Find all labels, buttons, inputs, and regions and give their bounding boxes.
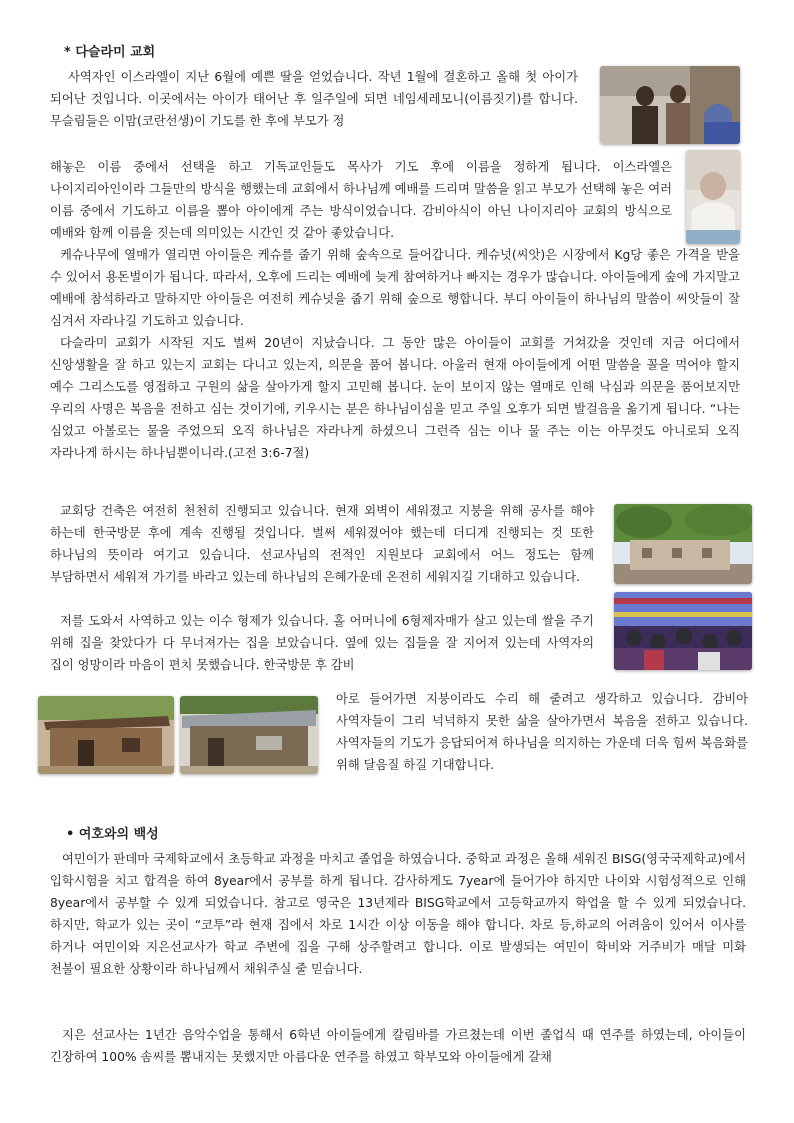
paragraph-kalimba: 지은 선교사는 1년간 음악수업을 통해서 6학년 아이들에게 칼림바를 가르쳤는데 이번 졸업식 때 연주를 하였는데, 아이들이 긴장하여 100% 솜씨를 뽐내지는 못했지만 아름다운 연주를 하였고 학부모와 아이들에게 갈채: [50, 1028, 746, 1064]
section-heading-daslami-church: * 다슬라미 교회: [64, 45, 156, 60]
photo-church-building: [614, 504, 752, 584]
paragraph-name-ceremony: 해놓은 이름 중에서 선택을 하고 기독교인들도 목사가 기도 후에 이름을 정하게 됩니다. 이스라엘은 나이지리아인이라 그들만의 방식을 행했는데 교회에서 하나님께 예배를 드리며 말씀을 읽고 부모가 선택해 놓은 여러 이름 중에서 기도하고 이름을 뽑아 아이에게 주는 방식이었습니다. 감비아식이 아닌 나이지리아 교회의 방식으로 예배와 함께 이름을 짓는데 의미있는 시간인 것 같아 좋았습니다.: [50, 160, 672, 240]
photo-mud-house: [38, 696, 174, 774]
paragraph-cashew: 케슈나무에 열매가 열리면 아이들은 케슈를 줍기 위해 숲속으로 들어갑니다. 케슈넛(씨앗)은 시장에서 Kg당 좋은 가격을 받을 수 있어서 용돈벌이가 됩니다. 따라서, 오후에 드리는 예배에 늦게 참여하거나 빠지는 경우가 많습니다. 아이들에게 숲에 가지말고 예배에 참석하라고 말하지만 아이들은 여전히 케슈넛을 줍기 위해 숲으로 행합니다. 부디 아이들이 하나님의 말씀이 씨앗들이 잘 심겨서 자라나길 기도하고 있습니다.: [50, 248, 740, 328]
photo-newborn-baby: [686, 150, 740, 244]
photo-congregation: [614, 592, 752, 670]
section-heading-people-of-god: • 여호와의 백성: [66, 827, 159, 842]
paragraph-isu-brother: 저를 도와서 사역하고 있는 이수 형제가 있습니다. 홀 어머니에 6형제자매가 살고 있는데 쌀을 주기 위해 집을 찾았다가 다 무너져가는 집을 보았습니다. 옆에 있는 집들을 잘 지어져 있는데 사역자의 집이 엉망이라 마음이 편치 못했습니다. 한국방문 후 감비: [50, 614, 594, 672]
paragraph-yeomin-school: 여민이가 판데마 국제학교에서 초등학교 과정을 마치고 졸업을 하였습니다. 중학교 과정은 올해 세워진 BISG(영국국제학교)에서 입학시험을 치고 합격을 하여 8year에서 공부를 하게 됩니다. 감사하게도 7year에 들어가야 하지만 나이와 시험성적으로 인해 8year에서 공부할 수 있게 되었습니다. 참고로 영국은 13년제라 BISG학교에서 고등학교까지 학업을 할 수 있게 되었습니다. 하지만, 학교가 있는 곳이 “코투”라 현재 집에서 차로 1시간 이상 이동을 해야 합니다. 차로 등,하교의 어려움이 있어서 이사를 하거나 여민이와 지은선교사가 학교 주변에 집을 구해 상주할려고 합니다. 이로 발생되는 여민이 학비와 거주비가 매달 미화 천불이 필요한 상황이라 하나님께서 채워주실 줄 믿습니다.: [50, 852, 746, 976]
paragraph-twenty-years: 다슬라미 교회가 시작된 지도 벌써 20년이 지났습니다. 그 동안 많은 아이들이 교회를 거쳐갔을 것인데 지금 어디에서 신앙생활을 잘 하고 있는지 교회는 다니고 있는지, 의문을 품어 봅니다. 아울러 현재 아이들에게 어떤 말씀을 꼴을 먹어야 할지 예수 그리스도를 영접하고 구원의 삶을 살아가게 할지 고민해 봅니다. 눈이 보이지 않는 열매로 인해 낙심과 의문을 품어보지만 우리의 사명은 복음을 전하고 심는 것이기에, 키우시는 분은 하나님이심을 믿고 주일 오후가 되면 발걸음을 옮기게 됩니다. “나는 심었고 아볼로는 물을 주었으되 오직 하나님은 자라나게 하셨으니 그런즉 심는 이나 물 주는 이는 아무것도 아니로되 오직 자라나게 하시는 하나님뿐이니라.(고전 3:6-7절): [50, 336, 740, 460]
photo-tin-roof-house: [180, 696, 318, 774]
paragraph-church-construction: 교회당 건축은 여전히 천천히 진행되고 있습니다. 현재 외벽이 세워졌고 지붕을 위해 공사를 해야 하는데 한국방문 후에 계속 진행될 것입니다. 벌써 세워졌어야 했는데 더디게 진행되는 것 또한 하나님의 뜻이라 여기고 있습니다. 선교사님의 전적인 지원보다 교회에서 어느 정도는 함께 부담하면서 세워져 가기를 바라고 있는데 하나님의 은혜가운데 온전히 세워지길 기대하고 있습니다.: [50, 504, 594, 584]
photo-family-with-baby: [600, 66, 740, 144]
paragraph-gambia-workers: 아로 들어가면 지붕이라도 수리 해 줄려고 생각하고 있습니다. 감비아 사역자들이 그리 넉넉하지 못한 삶을 살아가면서 복음을 전하고 있습니다. 사역자들의 기도가 응답되어져 하나님을 의지하는 가운데 더욱 힘써 복음화를 위해 달음질 하길 기대합니다.: [336, 692, 748, 772]
paragraph-israel-daughter: 사역자인 이스라엘이 지난 6월에 예쁜 딸을 얻었습니다. 작년 1월에 결혼하고 올해 첫 아이가 되어난 것입니다. 이곳에서는 아이가 태어난 후 일주일에 되면 네임세레모니(이름짓기)를 합니다. 무슬림들은 이맘(코란선생)이 기도를 한 후에 부모가 정: [50, 70, 578, 128]
